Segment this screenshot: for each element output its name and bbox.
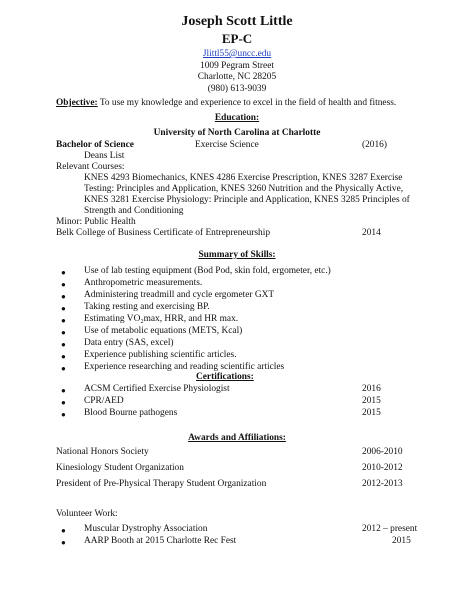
bullet-icon: ●: [61, 268, 66, 277]
bullet-icon: ●: [61, 410, 66, 419]
award-name: President of Pre-Physical Therapy Student Organization: [56, 479, 267, 489]
certificate-year: 2014: [362, 228, 381, 238]
award-years: 2006-2010: [362, 447, 403, 457]
bullet-icon: ●: [61, 364, 66, 373]
course-line: KNES 3281 Exercise Physiology: Principle and Application, KNES 3285 Principles of: [84, 195, 410, 205]
objective: [56, 98, 396, 108]
applicant-name: Joseph Scott Little: [181, 14, 293, 29]
city-address: Charlotte, NC 28205: [197, 72, 277, 82]
skill-item: Use of metabolic equations (METS, Kcal): [84, 326, 243, 336]
course-line: Strength and Conditioning: [84, 206, 184, 216]
objective-text: To use my knowledge and experience to excel in the field of health and fitness.: [97, 98, 397, 108]
awards-heading: Awards and Affiliations:: [188, 433, 286, 443]
bullet-icon: ●: [61, 292, 66, 301]
bullet-icon: ●: [61, 340, 66, 349]
course-line: KNES 4293 Biomechanics, KNES 4286 Exercise Prescription, KNES 3287 Exercise: [84, 173, 403, 183]
bullet-icon: ●: [61, 328, 66, 337]
volunteer-label: Volunteer Work:: [56, 509, 118, 519]
minor: Minor: Public Health: [56, 217, 136, 227]
skill-item: Taking resting and exercising BP.: [84, 302, 210, 312]
volunteer-years: 2015: [392, 536, 411, 546]
bullet-icon: ●: [61, 352, 66, 361]
skill-item: Data entry (SAS, excel): [84, 338, 174, 348]
school-name: University of North Carolina at Charlotte: [153, 128, 321, 138]
degree: Bachelor of Science: [56, 140, 134, 150]
skill-item: Anthropometric measurements.: [84, 278, 203, 288]
degree-year: (2016): [362, 140, 387, 150]
objective-label: Objective:: [56, 98, 98, 108]
bullet-icon: ●: [61, 398, 66, 407]
bullet-icon: ●: [61, 386, 66, 395]
skill-item: Experience publishing scientific articles.: [84, 350, 237, 360]
bullet-icon: ●: [61, 526, 66, 535]
skill-item: Estimating VO₂max, HRR, and HR max.: [84, 314, 239, 324]
certificate: Belk College of Business Certificate of Entrepreneurship: [56, 228, 271, 238]
skill-item: Use of lab testing equipment (Bod Pod, skin fold, ergometer, etc.): [84, 266, 331, 276]
major: Exercise Science: [195, 140, 259, 150]
bullet-icon: ●: [61, 316, 66, 325]
award-name: Kinesiology Student Organization: [56, 463, 184, 473]
certifications-heading: Certifications:: [196, 372, 254, 382]
award-years: 2010-2012: [362, 463, 403, 473]
volunteer-years: 2012 – present: [362, 524, 418, 534]
bullet-icon: ●: [61, 304, 66, 313]
bullet-icon: ●: [61, 280, 66, 289]
street-address: 1009 Pegram Street: [200, 61, 274, 71]
skill-item: Experience researching and reading scientific articles: [84, 362, 285, 372]
award-years: 2012-2013: [362, 479, 403, 489]
skill-item: Administering treadmill and cycle ergometer GXT: [84, 290, 275, 300]
education-heading: Education:: [214, 113, 260, 123]
phone-number: (980) 613-9039: [207, 84, 267, 94]
certification-name: CPR/AED: [84, 396, 124, 406]
certification-name: ACSM Certified Exercise Physiologist: [84, 384, 230, 394]
skills-heading: Summary of Skills:: [198, 250, 276, 260]
email-link[interactable]: Jlittl55@uncc.edu: [202, 49, 272, 59]
award-name: National Honors Society: [56, 447, 149, 457]
volunteer-item: Muscular Dystrophy Association: [84, 524, 208, 534]
bullet-icon: ●: [61, 538, 66, 547]
volunteer-item: AARP Booth at 2015 Charlotte Rec Fest: [84, 536, 237, 546]
course-line: Testing: Principles and Application, KNES 3260 Nutrition and the Physically Active,: [84, 184, 404, 194]
certification-year: 2016: [362, 384, 381, 394]
courses-label: Relevant Courses:: [56, 162, 125, 172]
credential: EP-C: [221, 31, 253, 46]
certification-year: 2015: [362, 396, 381, 406]
certification-year: 2015: [362, 408, 381, 418]
certification-name: Blood Bourne pathogens: [84, 408, 178, 418]
honor: Deans List: [84, 151, 125, 161]
